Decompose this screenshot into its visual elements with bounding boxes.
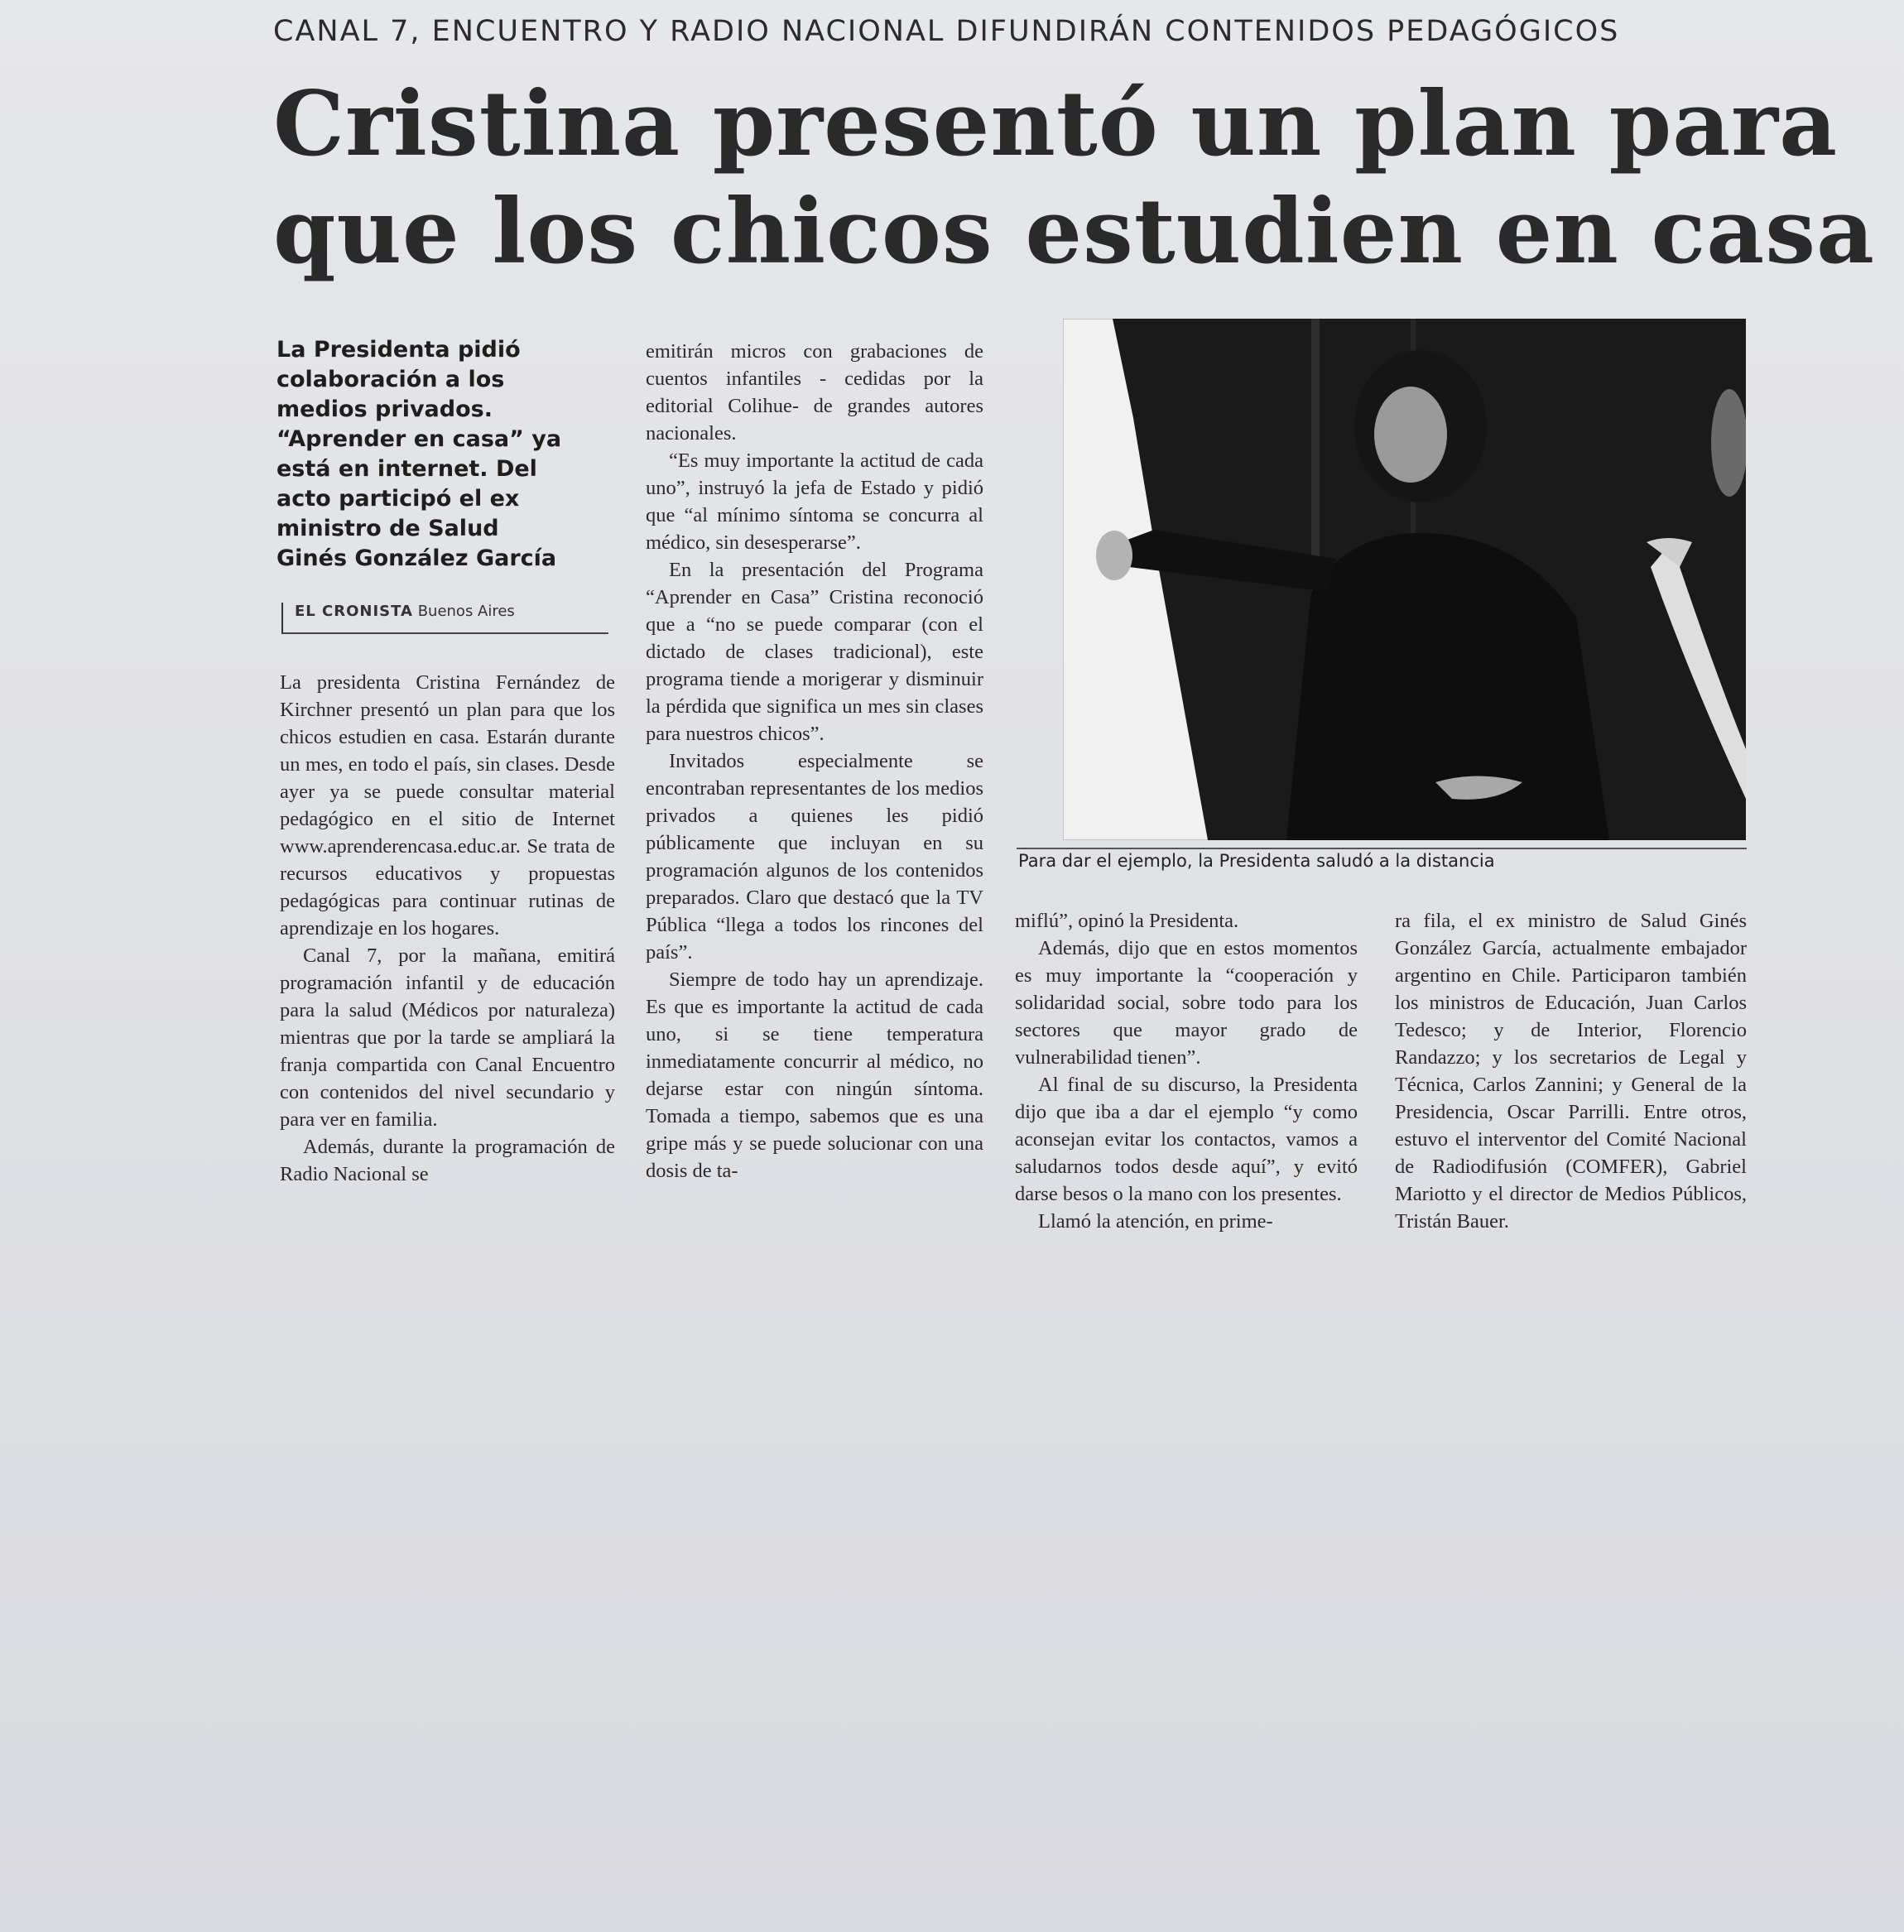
body-paragraph: Al final de su discurso, la Presidenta dijo que iba a dar el ejemplo “y como aconsejan evitar los contactos, vamos a saludarnos todos desde aquí”, y evitó darse besos o la mano con los presentes.: [1015, 1074, 1358, 1205]
headline-line: que los chicos estudien en casa: [273, 180, 1875, 284]
byline: [281, 603, 608, 634]
byline-outlet: EL CRONISTA: [295, 603, 413, 620]
body-paragraph: Canal 7, por la mañana, emitirá programación infantil y de educación para la salud (Médicos por naturaleza) mientras que por la tarde se ampliará la franja compartida con Canal Encuentro con contenidos del nivel secundario y para ver en familia.: [280, 944, 615, 1131]
deck-line: medios privados.: [276, 396, 493, 422]
deck-line: colaboración a los: [276, 367, 505, 392]
deck-line: Ginés González García: [276, 545, 557, 571]
deck-line: ministro de Salud: [276, 516, 499, 541]
photo-caption: Para dar el ejemplo, la Presidenta saludó a la distancia: [1018, 851, 1495, 871]
president-photo: [1063, 319, 1746, 840]
body-paragraph: “Es muy importante la actitud de cada uno”, instruyó la jefa de Estado y pidió que “al mínimo síntoma se concurra al médico, sin desesperarse”.: [646, 449, 983, 554]
body-column-3: [1015, 907, 1358, 1235]
deck-line: está en internet. Del: [276, 456, 537, 482]
caption-rule: [1017, 848, 1747, 849]
body-column-1: [280, 669, 615, 1188]
deck-line: “Aprender en casa” ya: [276, 426, 562, 452]
news-photo: [1063, 319, 1746, 840]
deck-line: acto participó el ex: [276, 486, 520, 512]
body-paragraph: Además, dijo que en estos momentos es muy importante la “cooperación y solidaridad social, sobre todo para los sectores que mayor grado de vulnerabilidad tienen”.: [1015, 937, 1358, 1069]
deck-line: La Presidenta pidió: [276, 337, 521, 363]
body-paragraph: Además, durante la programación de Radio Nacional se: [280, 1136, 615, 1185]
byline-location: Buenos Aires: [417, 603, 515, 620]
headline-line: Cristina presentó un plan para: [273, 72, 1839, 176]
body-paragraph: miflú”, opinó la Presidenta.: [1015, 910, 1239, 932]
body-paragraph: Invitados especialmente se encontraban representantes de los medios privados a quienes les pidió públicamente que incluyan en su programación algunos de los contenidos preparados. Claro que destacó que la TV Pública “llega a todos los rincones del país”.: [646, 750, 983, 964]
deck-summary: [276, 335, 616, 574]
body-paragraph: emitirán micros con grabaciones de cuentos infantiles - cedidas por la editorial Colihue- de grandes autores nacionales.: [646, 340, 983, 445]
body-column-2: [646, 338, 983, 1185]
body-paragraph: Llamó la atención, en prime-: [1038, 1210, 1273, 1233]
body-paragraph: En la presentación del Programa “Aprender en Casa” Cristina reconoció que a “no se puede comparar (con el dictado de clases tradicional), este programa tiende a morigerar y disminuir la pérdida que significa un mes sin clases para nuestros chicos”.: [646, 559, 983, 745]
body-paragraph: ra fila, el ex ministro de Salud Ginés González García, actualmente embajador argentino en Chile. Participaron también los ministros de Educación, Juan Carlos Tedesco; y de Interior, Florencio Randazzo; y los secretarios de Legal y Técnica, Carlos Zannini; y General de la Presidencia, Oscar Parrilli. Entre otros, estuvo el interventor del Comité Nacional de Radiodifusión (COMFER), Gabriel Mariotto y el director de Medios Públicos, Tristán Bauer.: [1395, 910, 1747, 1233]
body-column-4: [1395, 907, 1747, 1235]
kicker: CANAL 7, ENCUENTRO Y RADIO NACIONAL DIFUNDIRÁN CONTENIDOS PEDAGÓGICOS: [273, 15, 1620, 48]
headline: [273, 70, 1875, 286]
body-paragraph: La presidenta Cristina Fernández de Kirchner presentó un plan para que los chicos estudien en casa. Estarán durante un mes, en todo el país, sin clases. Desde ayer ya se puede consultar material pedagógico en el sitio de Internet www.aprenderencasa.educ.ar. Se trata de recursos educativos y propuestas pedagógicas para continuar rutinas de aprendizaje en los hogares.: [280, 671, 615, 940]
body-paragraph: Siempre de todo hay un aprendizaje. Es que es importante la actitud de cada uno, si se tiene temperatura inmediatamente concurrir al médico, no dejarse estar con ningún síntoma. Tomada a tiempo, sabemos que es una gripe más y se puede solucionar con una dosis de ta-: [646, 968, 983, 1182]
